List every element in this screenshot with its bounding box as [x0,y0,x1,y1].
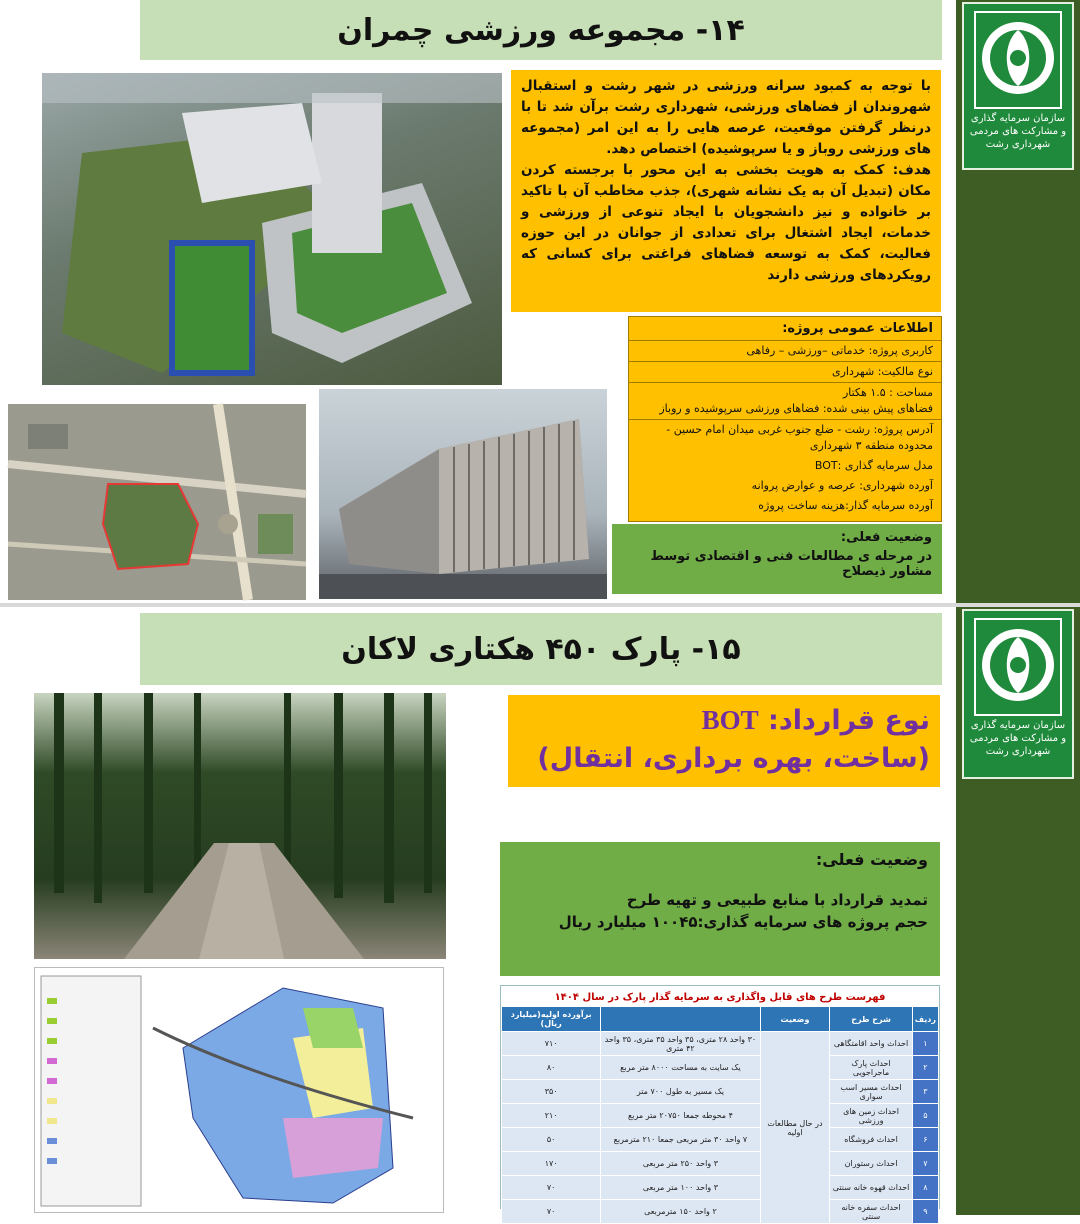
table-header [601,1007,760,1032]
logo-emblem-icon [973,10,1063,110]
table-header: ردیف [912,1007,938,1032]
row-number: ۹ [912,1200,938,1224]
row-description: احداث فروشگاه [830,1128,912,1152]
logo-line: شهرداری رشت [985,746,1051,757]
row-detail: ۳ واحد ۱۰۰ متر مربعی [601,1176,760,1200]
row-status: در حال مطالعات اولیه [760,1032,830,1224]
row-number: ۶ [912,1128,938,1152]
row-detail: ۳ واحد ۲۵۰ متر مربعی [601,1152,760,1176]
logo-line: و مشارکت های مردمی [969,733,1067,744]
logo [962,609,1074,779]
table-header-row [502,1007,939,1032]
table-header: برآورده اولیه(میلیارد ریال) [502,1007,601,1032]
row-detail: یک مسیر به طول ۷۰۰ متر [601,1080,760,1104]
row-cost: ۵۰ [502,1128,601,1152]
table-row [502,1032,939,1056]
aerial-map-image [8,404,306,600]
row-number: ۷ [912,1152,938,1176]
table-row [502,1128,939,1152]
contract-type: BOT [701,705,759,735]
row-number: ۲ [912,1056,938,1080]
sidebar [956,607,1080,1215]
sidebar [956,0,1080,603]
table-row [502,1152,939,1176]
contract-desc: (ساخت، بهره برداری، انتقال) [537,743,930,774]
table-row [502,1104,939,1128]
park-master-plan-image [34,967,444,1213]
row-description: احداث سفره خانه سنتی [830,1200,912,1224]
row-number: ۸ [912,1176,938,1200]
table-header: شرح طرح [830,1007,912,1032]
row-description: احداث رستوران [830,1152,912,1176]
info-row-line: فضاهای پیش بینی شده: فضاهای ورزشی سرپوشیده و روباز [659,402,933,415]
row-number: ۵ [912,1104,938,1128]
row-cost: ۸۰ [502,1056,601,1080]
row-description: احداث مسیر اسب سواری [830,1080,912,1104]
contract-label: نوع قرارداد: [768,705,930,736]
row-description: احداث واحد اقامتگاهی [830,1032,912,1056]
status-text: در مرحله ی مطالعات فنی و اقتصادی توسط مشاور ذیصلاح [650,549,932,579]
table-row [502,1176,939,1200]
row-description: احداث زمین های ورزشی [830,1104,912,1128]
info-title: اطلاعات عمومی پروژه: [629,317,941,341]
row-cost: ۷۰ [502,1176,601,1200]
status-line: تمدید قرارداد با منابع طبیعی و تهیه طرح [626,891,928,909]
info-row: نوع مالکیت: شهرداری [629,362,941,383]
row-cost: ۷۱۰ [502,1032,601,1056]
info-row-line: آورده شهرداری: عرصه و عوارض پروانه [751,479,933,492]
logo-line: شهرداری رشت [985,139,1051,150]
info-row [629,420,941,516]
row-cost: ۷۰ [502,1200,601,1224]
table-header: وضعیت [760,1007,830,1032]
slide-title: ۱۴- مجموعه ورزشی چمران [140,0,942,60]
row-cost: ۳۵۰ [502,1080,601,1104]
row-cost: ۱۷۰ [502,1152,601,1176]
slide-chamran [0,0,1080,603]
info-row: کاربری پروژه: خدماتی –ورزشی – رفاهی [629,341,941,362]
row-description: احداث قهوه خانه سنتی [830,1176,912,1200]
logo-line: سازمان سرمایه گذاری [970,113,1066,124]
row-cost: ۲۱۰ [502,1104,601,1128]
table-row [502,1200,939,1224]
status-title: وضعیت فعلی: [815,850,928,869]
row-detail: ۴ محوطه جمعا ۲۰۷۵۰ متر مربع [601,1104,760,1128]
row-detail: ۳۰ واحد ۲۸ متری، ۳۵ واحد ۳۵ متری، ۳۵ واحد ۴۲ متری [601,1032,760,1056]
logo-line: سازمان سرمایه گذاری [970,720,1066,731]
logo-emblem-icon [973,617,1063,717]
building-render-image [319,389,607,599]
goal-text: هدف: کمک به هویت بخشی به این محور با برجسته کردن مکان (تبدیل آن به یک نشانه شهری)، جذب مخاطب آن با تاکید بر خانواده و نیز دانشجویان با ایجاد تنوعی از ورزشی و خدمات، ایجاد اشتغال برای تعدادی از جوانان در این حوزه فعالیت، کمک به توسعه فضاهای فراغتی برای کسانی که رویکردهای ورزشی دارند [521,162,931,283]
status-box [612,524,942,594]
status-title: وضعیت فعلی: [840,530,932,545]
row-number: ۳ [912,1080,938,1104]
table-title: فهرست طرح های قابل واگذاری به سرمایه گذار پارک در سال ۱۴۰۴ [554,992,886,1003]
forest-road-image [34,693,446,959]
projects-table [500,985,940,1221]
table-row [502,1056,939,1080]
table [501,1006,939,1224]
status-line: حجم پروژه های سرمایه گذاری:۱۰۰۴۵ میلیارد ریال [558,913,928,931]
table-row [502,1080,939,1104]
row-detail: ۲ واحد ۱۵۰ مترمربعی [601,1200,760,1224]
logo [962,2,1074,170]
info-row-line: آورده سرمایه گذار:هزینه ساخت پروژه [758,499,933,512]
row-number: ۱ [912,1032,938,1056]
status-box [500,842,940,976]
logo-line: و مشارکت های مردمی [969,126,1067,137]
description-text: با توجه به کمبود سرانه ورزشی در شهر رشت و استقبال شهروندان از فضاهای ورزشی، شهرداری رشت برآن شد تا با درنظر گرفتن موقعیت، عرصه هایی را به این امر (مجموعه های ورزشی روباز و یا سرپوشیده) اختصاص دهد. [521,78,931,157]
info-row-line: آدرس پروژه: رشت - ضلع جنوب غربی میدان امام حسین - محدوده منطقه ۳ شهرداری [666,423,933,452]
row-detail: یک سایت به مساحت ۸۰۰۰ متر مربع [601,1056,760,1080]
row-description: احداث پارک ماجراجویی [830,1056,912,1080]
info-row [629,383,941,420]
general-info-box [628,316,942,522]
row-detail: ۷ واحد ۳۰ متر مربعی جمعا ۲۱۰ مترمربع [601,1128,760,1152]
contract-box [508,695,940,787]
slide-title: ۱۵- پارک ۴۵۰ هکتاری لاکان [140,613,942,685]
stadium-render-image [42,73,502,385]
slide-lakan [0,607,1080,1221]
info-row-line: مساحت : ۱.۵ هکتار [842,386,933,399]
project-description [511,70,941,312]
info-row-line: مدل سرمایه گذاری :BOT [814,459,933,472]
